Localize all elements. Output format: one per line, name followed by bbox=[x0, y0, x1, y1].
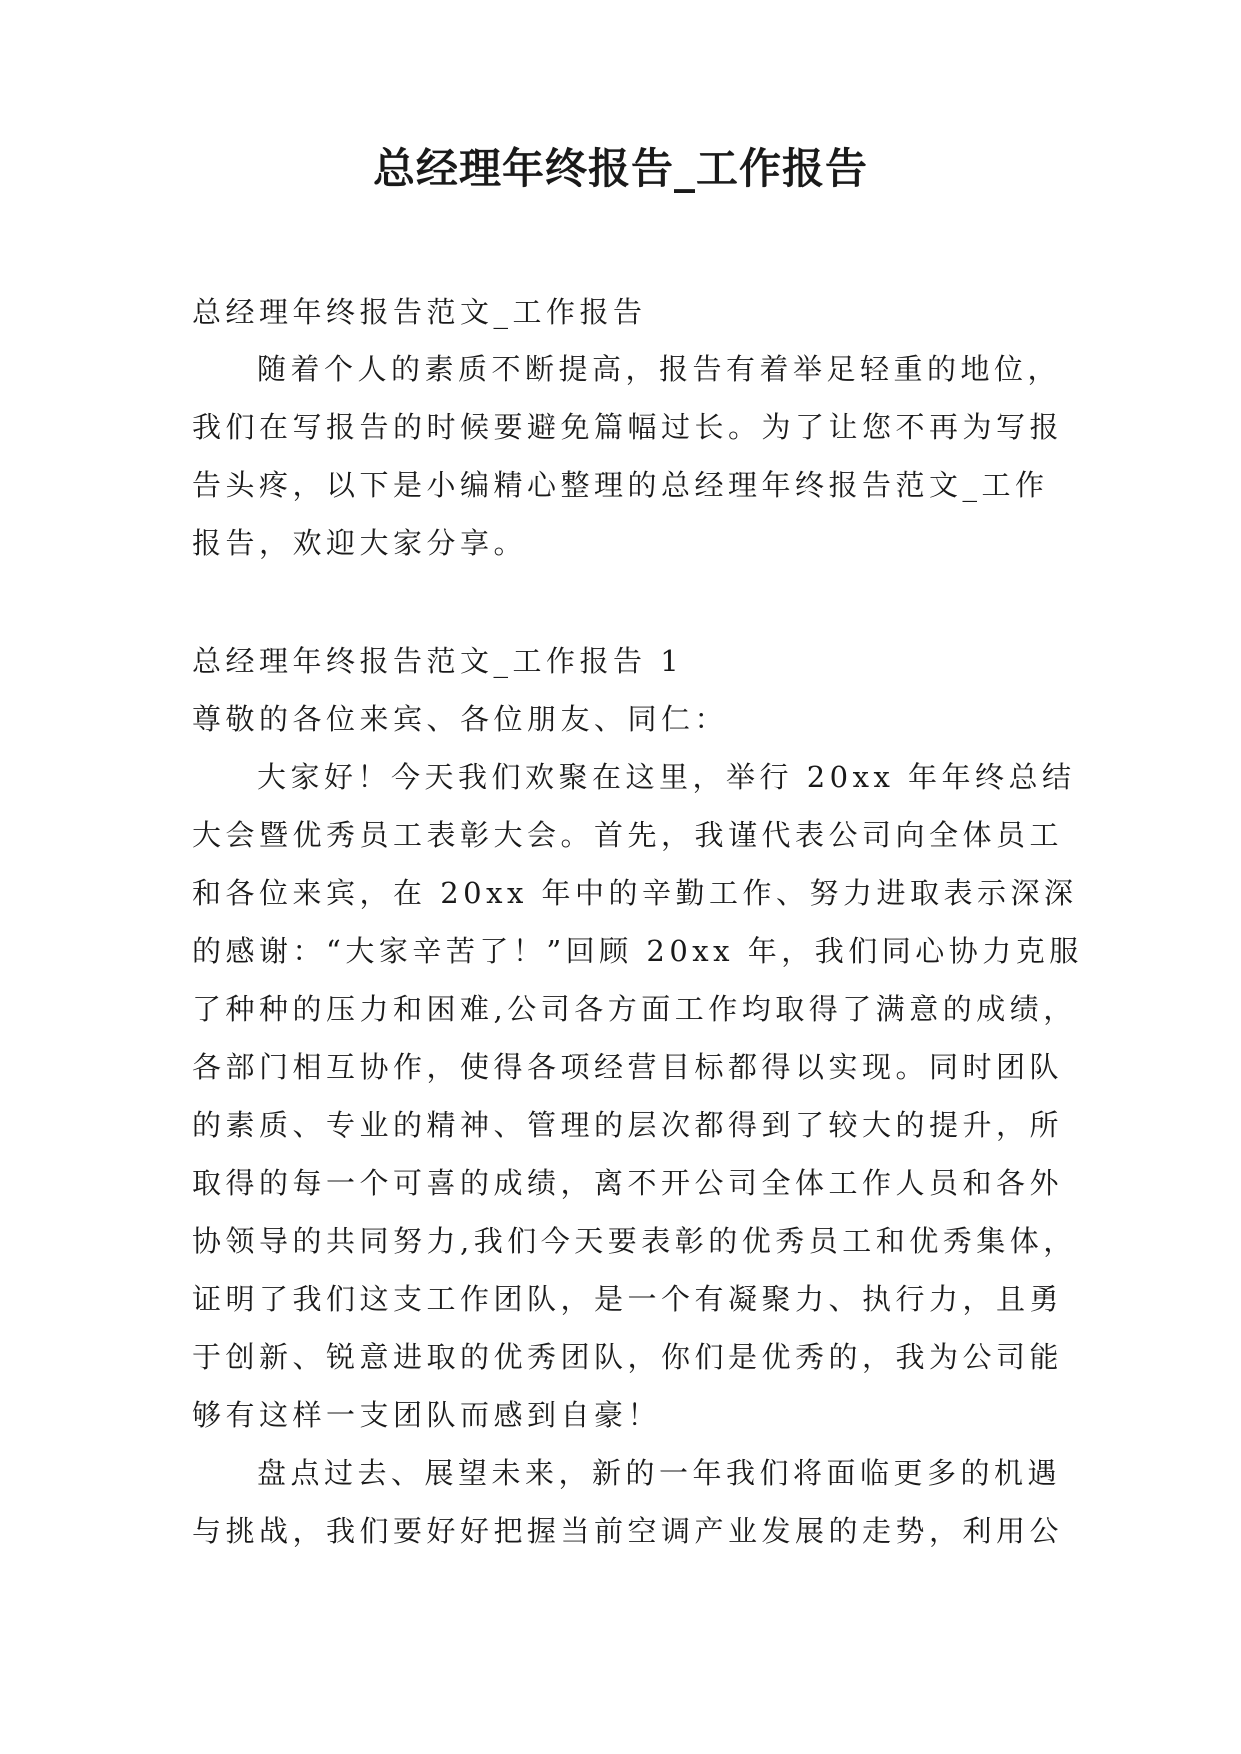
intro-line: 报告，欢迎大家分享。 bbox=[192, 526, 528, 560]
paragraph-line: 大会暨优秀员工表彰大会。首先，我谨代表公司向全体员工 bbox=[192, 818, 1064, 852]
paragraph-line: 够有这样一支团队而感到自豪！ bbox=[192, 1398, 662, 1432]
paragraph-line: 取得的每一个可喜的成绩，离不开公司全体工作人员和各外 bbox=[192, 1166, 1064, 1200]
paragraph-line: 大家好！今天我们欢聚在这里，举行 20xx 年年终总结 bbox=[257, 760, 1076, 794]
section-heading: 总经理年终报告范文_工作报告 1 bbox=[192, 644, 684, 678]
intro-heading: 总经理年终报告范文_工作报告 bbox=[192, 295, 647, 329]
paragraph-line: 协领导的共同努力,我们今天要表彰的优秀员工和优秀集体， bbox=[192, 1224, 1077, 1258]
salutation: 尊敬的各位来宾、各位朋友、同仁： bbox=[192, 702, 729, 736]
intro-line: 告头疼，以下是小编精心整理的总经理年终报告范文_工作 bbox=[192, 468, 1049, 502]
paragraph-line: 于创新、锐意进取的优秀团队，你们是优秀的，我为公司能 bbox=[192, 1340, 1064, 1374]
paragraph-line: 证明了我们这支工作团队，是一个有凝聚力、执行力，且勇 bbox=[192, 1282, 1064, 1316]
paragraph-line: 的素质、专业的精神、管理的层次都得到了较大的提升，所 bbox=[192, 1108, 1064, 1142]
paragraph-line: 盘点过去、展望未来，新的一年我们将面临更多的机遇 bbox=[257, 1456, 1062, 1490]
paragraph-line: 的感谢：“大家辛苦了！”回顾 20xx 年，我们同心协力克服 bbox=[192, 934, 1083, 968]
intro-line: 我们在写报告的时候要避免篇幅过长。为了让您不再为写报 bbox=[192, 410, 1064, 444]
intro-line: 随着个人的素质不断提高，报告有着举足轻重的地位， bbox=[257, 352, 1062, 386]
paragraph-line: 了种种的压力和困难,公司各方面工作均取得了满意的成绩， bbox=[192, 992, 1077, 1026]
paragraph-line: 和各位来宾，在 20xx 年中的辛勤工作、努力进取表示深深 bbox=[192, 876, 1078, 910]
paragraph-line: 各部门相互协作，使得各项经营目标都得以实现。同时团队 bbox=[192, 1050, 1064, 1084]
paragraph-line: 与挑战，我们要好好把握当前空调产业发展的走势，利用公 bbox=[192, 1514, 1064, 1548]
document-title: 总经理年终报告_工作报告 bbox=[372, 144, 868, 193]
